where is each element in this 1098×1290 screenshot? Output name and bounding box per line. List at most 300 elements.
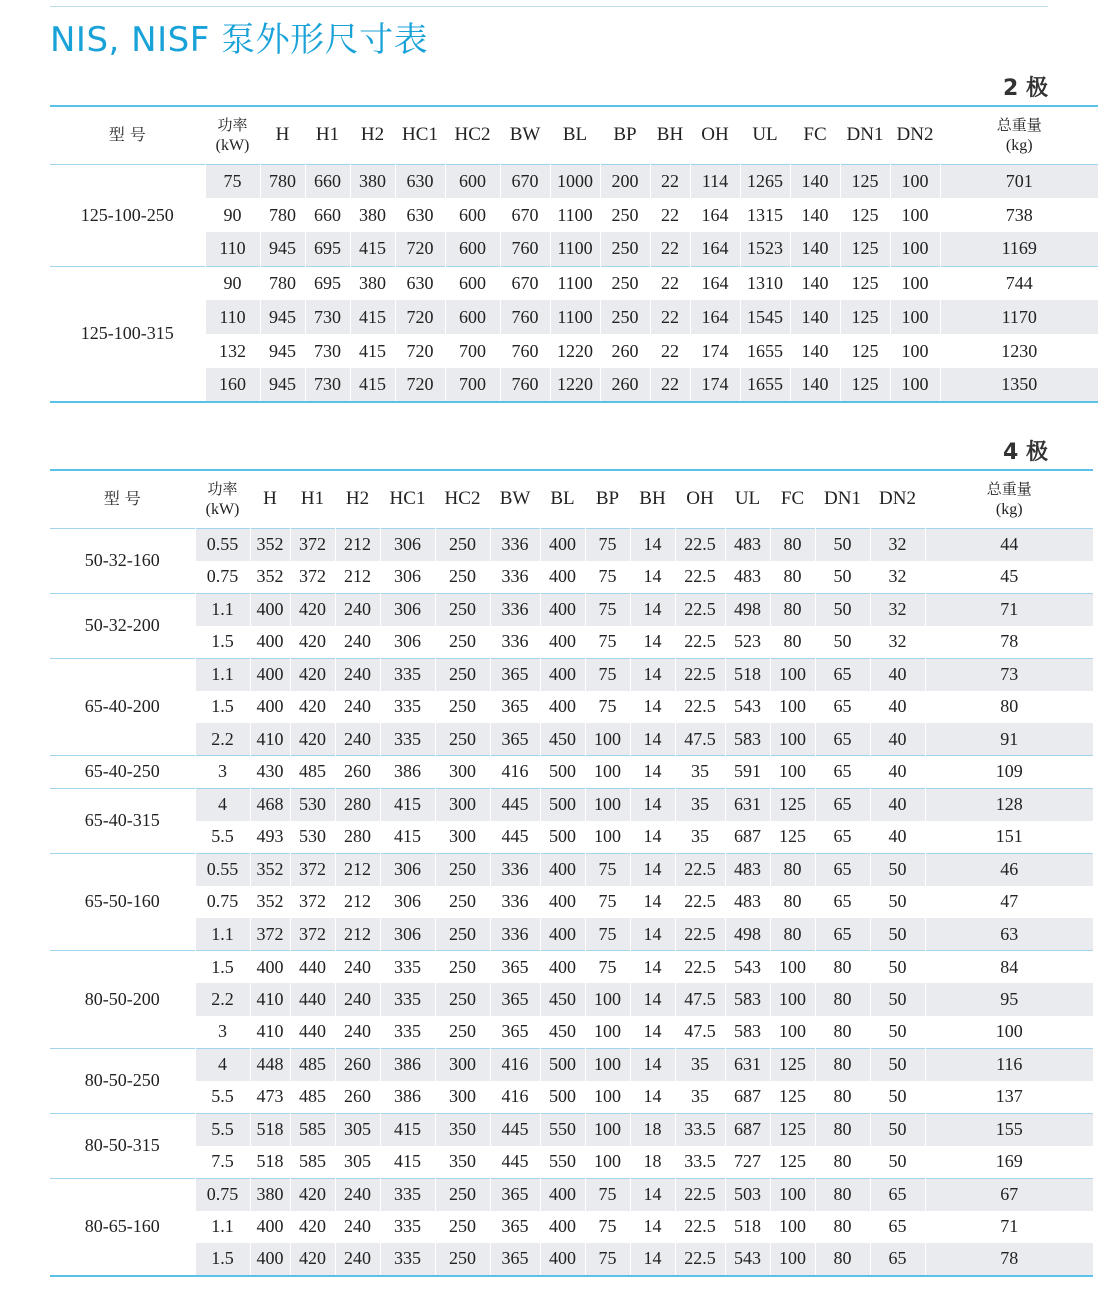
value-cell: 400: [540, 1178, 585, 1211]
value-cell: 22.5: [675, 853, 725, 886]
value-cell: 164: [690, 232, 740, 266]
value-cell: 250: [435, 918, 490, 951]
value-cell: 250: [600, 300, 650, 334]
model-cell: 65-40-250: [50, 756, 195, 789]
value-cell: 174: [690, 334, 740, 368]
value-cell: 336: [490, 886, 540, 919]
table-row: [50, 232, 1098, 266]
header-dn2: DN2: [870, 470, 925, 528]
value-cell: 420: [290, 593, 335, 626]
top-rule: [50, 6, 1048, 7]
value-cell: 1000: [550, 164, 600, 198]
value-cell: 75: [205, 164, 260, 198]
value-cell: 50: [815, 561, 870, 594]
value-cell: 485: [290, 756, 335, 789]
value-cell: 65: [870, 1243, 925, 1276]
value-cell: 75: [585, 561, 630, 594]
value-cell: 100: [890, 198, 940, 232]
value-cell: 468: [250, 788, 290, 821]
value-cell: 75: [585, 886, 630, 919]
value-cell: 125: [770, 1081, 815, 1114]
value-cell: 75: [585, 1211, 630, 1244]
value-cell: 22.5: [675, 1211, 725, 1244]
header-power-label: 功率: [217, 115, 248, 134]
value-cell: 65: [870, 1211, 925, 1244]
value-cell: 22: [650, 266, 690, 300]
value-cell: 400: [540, 626, 585, 659]
value-cell: 780: [260, 266, 305, 300]
value-cell: 420: [290, 1211, 335, 1244]
value-cell: 365: [490, 1178, 540, 1211]
value-cell: 450: [540, 1016, 585, 1049]
value-cell: 372: [290, 561, 335, 594]
value-cell: 80: [815, 1081, 870, 1114]
value-cell: 306: [380, 528, 435, 561]
value-cell: 240: [335, 626, 380, 659]
table-row: [50, 626, 1093, 659]
value-cell: 415: [350, 300, 395, 334]
header-bp: BP: [600, 106, 650, 164]
value-cell: 473: [250, 1081, 290, 1114]
value-cell: 100: [770, 756, 815, 789]
value-cell: 100: [585, 1146, 630, 1179]
value-cell: 400: [250, 1211, 290, 1244]
header-h: H: [260, 106, 305, 164]
value-cell: 306: [380, 561, 435, 594]
value-cell: 212: [335, 853, 380, 886]
value-cell: 1.1: [195, 918, 250, 951]
value-cell: 65: [870, 1178, 925, 1211]
value-cell: 250: [435, 983, 490, 1016]
value-cell: 14: [630, 561, 675, 594]
value-cell: 630: [395, 198, 445, 232]
value-cell: 50: [870, 886, 925, 919]
value-cell: 660: [305, 164, 350, 198]
value-cell: 280: [335, 788, 380, 821]
value-cell: 22: [650, 232, 690, 266]
value-cell: 1220: [550, 368, 600, 402]
value-cell: 100: [770, 1178, 815, 1211]
value-cell: 380: [350, 164, 395, 198]
value-cell: 14: [630, 658, 675, 691]
value-cell: 80: [815, 1016, 870, 1049]
value-cell: 780: [260, 164, 305, 198]
value-cell: 738: [1005, 204, 1033, 225]
value-cell: 140: [790, 266, 840, 300]
value-cell: 140: [790, 164, 840, 198]
value-cell: 125: [840, 198, 890, 232]
value-cell: 100: [770, 1243, 815, 1276]
value-cell: 22.5: [675, 691, 725, 724]
value-cell: 14: [630, 1081, 675, 1114]
value-cell: 448: [250, 1048, 290, 1081]
value-cell: 71: [1000, 1216, 1019, 1237]
value-cell: 306: [380, 626, 435, 659]
header-h1: H1: [305, 106, 350, 164]
value-cell: 500: [540, 821, 585, 854]
value-cell: 306: [380, 853, 435, 886]
value-cell: 80: [815, 1113, 870, 1146]
value-cell: 160: [205, 368, 260, 402]
value-cell: 416: [490, 1048, 540, 1081]
value-cell: 420: [290, 723, 335, 756]
value-cell: 140: [790, 334, 840, 368]
value-cell: 583: [725, 1016, 770, 1049]
header-h2: H2: [350, 106, 395, 164]
value-cell: 350: [435, 1113, 490, 1146]
value-cell: 80: [770, 853, 815, 886]
value-cell: 250: [600, 198, 650, 232]
value-cell: 415: [380, 1113, 435, 1146]
value-cell: 410: [250, 983, 290, 1016]
header-model: 型 号: [50, 470, 195, 528]
value-cell: 100: [890, 300, 940, 334]
value-cell: 240: [335, 1211, 380, 1244]
value-cell: 250: [435, 1243, 490, 1276]
value-cell: 75: [585, 951, 630, 984]
value-cell: 78: [925, 1243, 1093, 1276]
value-cell: 212: [335, 561, 380, 594]
header-dn1: DN1: [840, 106, 890, 164]
header-power: [195, 470, 250, 528]
value-cell: 95: [925, 983, 1093, 1016]
value-cell: 760: [500, 232, 550, 266]
header-bl: BL: [550, 106, 600, 164]
value-cell: 420: [290, 1178, 335, 1211]
value-cell: 140: [790, 198, 840, 232]
model-cell: 65-50-160: [50, 853, 195, 951]
value-cell: 47: [1000, 891, 1019, 912]
value-cell: 75: [585, 658, 630, 691]
value-cell: 380: [350, 198, 395, 232]
value-cell: 80: [770, 561, 815, 594]
header-h1: H1: [290, 470, 335, 528]
value-cell: 125: [840, 300, 890, 334]
value-cell: 445: [490, 821, 540, 854]
value-cell: 365: [490, 951, 540, 984]
value-cell: 22.5: [675, 1243, 725, 1276]
value-cell: 32: [870, 561, 925, 594]
value-cell: 365: [490, 723, 540, 756]
value-cell: 80: [770, 918, 815, 951]
value-cell: 518: [250, 1113, 290, 1146]
value-cell: 250: [435, 561, 490, 594]
value-cell: 137: [995, 1086, 1023, 1106]
value-cell: 445: [490, 788, 540, 821]
value-cell: 164: [690, 266, 740, 300]
value-cell: 493: [250, 821, 290, 854]
value-cell: 250: [435, 723, 490, 756]
value-cell: 720: [395, 334, 445, 368]
value-cell: 670: [500, 266, 550, 300]
section-label-2-pole: 2 极: [1003, 76, 1048, 101]
table-row: [50, 593, 1093, 626]
value-cell: 100: [890, 266, 940, 300]
value-cell: 75: [585, 1178, 630, 1211]
value-cell: 1.5: [195, 951, 250, 984]
header-power-unit: (kW): [215, 136, 250, 154]
value-cell: 2.2: [195, 983, 250, 1016]
value-cell: 80: [815, 1211, 870, 1244]
value-cell: 518: [250, 1146, 290, 1179]
value-cell: 400: [540, 691, 585, 724]
value-cell: 336: [490, 853, 540, 886]
value-cell: 280: [335, 821, 380, 854]
value-cell: 22: [650, 198, 690, 232]
value-cell: 50: [815, 626, 870, 659]
value-cell: 240: [335, 983, 380, 1016]
value-cell: 174: [690, 368, 740, 402]
value-cell: 631: [725, 1048, 770, 1081]
value-cell: 300: [435, 821, 490, 854]
value-cell: 380: [250, 1178, 290, 1211]
value-cell: 1.5: [195, 691, 250, 724]
value-cell: 14: [630, 983, 675, 1016]
value-cell: 335: [380, 983, 435, 1016]
header-dn1: DN1: [815, 470, 870, 528]
value-cell: 75: [585, 1243, 630, 1276]
value-cell: 730: [305, 300, 350, 334]
value-cell: 416: [490, 1081, 540, 1114]
value-cell: 440: [290, 983, 335, 1016]
value-cell: 1100: [550, 198, 600, 232]
value-cell: 47.5: [675, 983, 725, 1016]
value-cell: 1170: [940, 300, 1098, 334]
header-bh: BH: [650, 106, 690, 164]
value-cell: 125: [840, 266, 890, 300]
value-cell: 125: [840, 232, 890, 266]
value-cell: 730: [305, 334, 350, 368]
value-cell: 600: [445, 164, 500, 198]
value-cell: 47.5: [675, 723, 725, 756]
value-cell: 65: [815, 658, 870, 691]
value-cell: 250: [435, 1178, 490, 1211]
table-row: [50, 1178, 1093, 1211]
value-cell: 32: [870, 528, 925, 561]
header-oh: OH: [675, 470, 725, 528]
value-cell: 372: [290, 528, 335, 561]
value-cell: 483: [725, 528, 770, 561]
value-cell: 543: [725, 951, 770, 984]
value-cell: 730: [305, 368, 350, 402]
value-cell: 35: [675, 821, 725, 854]
table-row: [50, 788, 1093, 821]
value-cell: 14: [630, 918, 675, 951]
header-hc2: HC2: [435, 470, 490, 528]
value-cell: 250: [435, 528, 490, 561]
value-cell: 1220: [550, 334, 600, 368]
value-cell: 40: [870, 723, 925, 756]
value-cell: 416: [490, 756, 540, 789]
value-cell: 498: [725, 918, 770, 951]
value-cell: 18: [630, 1113, 675, 1146]
value-cell: 760: [500, 300, 550, 334]
value-cell: 335: [380, 1243, 435, 1276]
value-cell: 110: [205, 300, 260, 334]
value-cell: 585: [290, 1113, 335, 1146]
value-cell: 100: [585, 821, 630, 854]
table-row: [50, 691, 1093, 724]
value-cell: 4: [195, 788, 250, 821]
value-cell: 260: [335, 1081, 380, 1114]
value-cell: 1169: [940, 232, 1098, 266]
value-cell: 250: [435, 1016, 490, 1049]
value-cell: 65: [815, 821, 870, 854]
value-cell: 100: [585, 1048, 630, 1081]
value-cell: 386: [380, 1081, 435, 1114]
value-cell: 498: [725, 593, 770, 626]
value-cell: 335: [380, 658, 435, 691]
value-cell: 22.5: [675, 886, 725, 919]
value-cell: 80: [1000, 696, 1019, 717]
value-cell: 0.55: [195, 528, 250, 561]
value-cell: 365: [490, 691, 540, 724]
value-cell: 400: [540, 918, 585, 951]
value-cell: 75: [585, 593, 630, 626]
value-cell: 400: [540, 528, 585, 561]
value-cell: 1.1: [195, 593, 250, 626]
value-cell: 352: [250, 853, 290, 886]
value-cell: 500: [540, 756, 585, 789]
value-cell: 335: [380, 691, 435, 724]
value-cell: 335: [380, 951, 435, 984]
value-cell: 240: [335, 1016, 380, 1049]
value-cell: 50: [870, 1146, 925, 1179]
value-cell: 240: [335, 951, 380, 984]
value-cell: 483: [725, 561, 770, 594]
value-cell: 483: [725, 853, 770, 886]
table-row: [50, 164, 1098, 198]
value-cell: 335: [380, 1016, 435, 1049]
value-cell: 14: [630, 691, 675, 724]
header-model: 型 号: [50, 106, 205, 164]
value-cell: 50: [815, 528, 870, 561]
value-cell: 583: [725, 983, 770, 1016]
value-cell: 80: [770, 626, 815, 659]
value-cell: 260: [335, 1048, 380, 1081]
value-cell: 100: [890, 334, 940, 368]
value-cell: 35: [675, 1048, 725, 1081]
value-cell: 720: [395, 300, 445, 334]
table-row: [50, 198, 1098, 232]
value-cell: 14: [630, 788, 675, 821]
value-cell: 591: [725, 756, 770, 789]
value-cell: 140: [790, 232, 840, 266]
value-cell: 250: [435, 1211, 490, 1244]
value-cell: 5.5: [195, 821, 250, 854]
value-cell: 687: [725, 821, 770, 854]
value-cell: 80: [815, 983, 870, 1016]
value-cell: 240: [335, 658, 380, 691]
value-cell: 114: [690, 164, 740, 198]
value-cell: 14: [630, 951, 675, 984]
value-cell: 336: [490, 593, 540, 626]
value-cell: 14: [630, 528, 675, 561]
value-cell: 45: [1000, 566, 1019, 586]
value-cell: 100: [585, 983, 630, 1016]
value-cell: 164: [690, 198, 740, 232]
value-cell: 91: [925, 723, 1093, 756]
model-cell: 80-50-315: [50, 1113, 195, 1178]
value-cell: 1100: [550, 232, 600, 266]
value-cell: 140: [790, 300, 840, 334]
value-cell: 100: [770, 1211, 815, 1244]
value-cell: 50: [870, 1081, 925, 1114]
value-cell: 22.5: [675, 528, 725, 561]
value-cell: 1350: [940, 368, 1098, 402]
model-cell: 65-40-200: [50, 658, 195, 756]
table-row: [50, 1113, 1093, 1146]
value-cell: 5.5: [195, 1081, 250, 1114]
value-cell: 240: [335, 723, 380, 756]
header-bh: BH: [630, 470, 675, 528]
value-cell: 543: [725, 691, 770, 724]
value-cell: 400: [540, 1243, 585, 1276]
value-cell: 50: [870, 983, 925, 1016]
value-cell: 600: [445, 266, 500, 300]
value-cell: 306: [380, 886, 435, 919]
value-cell: 415: [350, 368, 395, 402]
value-cell: 700: [445, 334, 500, 368]
value-cell: 14: [630, 1016, 675, 1049]
value-cell: 2.2: [195, 723, 250, 756]
value-cell: 300: [435, 1048, 490, 1081]
value-cell: 65: [815, 723, 870, 756]
value-cell: 35: [675, 756, 725, 789]
value-cell: 760: [500, 368, 550, 402]
model-cell: 80-50-200: [50, 951, 195, 1049]
value-cell: 212: [335, 918, 380, 951]
value-cell: 400: [250, 951, 290, 984]
header-power-label: 功率: [207, 479, 238, 498]
value-cell: 14: [630, 1178, 675, 1211]
table-row: [50, 756, 1093, 789]
value-cell: 400: [250, 691, 290, 724]
value-cell: 305: [335, 1113, 380, 1146]
value-cell: 22: [650, 368, 690, 402]
value-cell: 250: [600, 266, 650, 300]
table-header-row: [50, 470, 1093, 528]
value-cell: 260: [600, 334, 650, 368]
value-cell: 250: [435, 951, 490, 984]
value-cell: 33.5: [675, 1113, 725, 1146]
value-cell: 485: [290, 1048, 335, 1081]
value-cell: 75: [585, 691, 630, 724]
value-cell: 40: [870, 691, 925, 724]
value-cell: 400: [540, 853, 585, 886]
header-h2: H2: [335, 470, 380, 528]
section-label-4-pole: 4 极: [1003, 440, 1048, 465]
value-cell: 14: [630, 1048, 675, 1081]
value-cell: 600: [445, 300, 500, 334]
header-bl: BL: [540, 470, 585, 528]
value-cell: 22.5: [675, 918, 725, 951]
header-weight: [940, 106, 1098, 164]
value-cell: 50: [870, 1016, 925, 1049]
value-cell: 116: [925, 1048, 1093, 1081]
table-row: [50, 918, 1093, 951]
value-cell: 75: [585, 528, 630, 561]
value-cell: 240: [335, 691, 380, 724]
value-cell: 22.5: [675, 951, 725, 984]
value-cell: 1315: [740, 198, 790, 232]
value-cell: 400: [540, 951, 585, 984]
value-cell: 100: [770, 951, 815, 984]
value-cell: 365: [490, 983, 540, 1016]
value-cell: 335: [380, 1178, 435, 1211]
table-row: [50, 1048, 1093, 1081]
value-cell: 660: [305, 198, 350, 232]
